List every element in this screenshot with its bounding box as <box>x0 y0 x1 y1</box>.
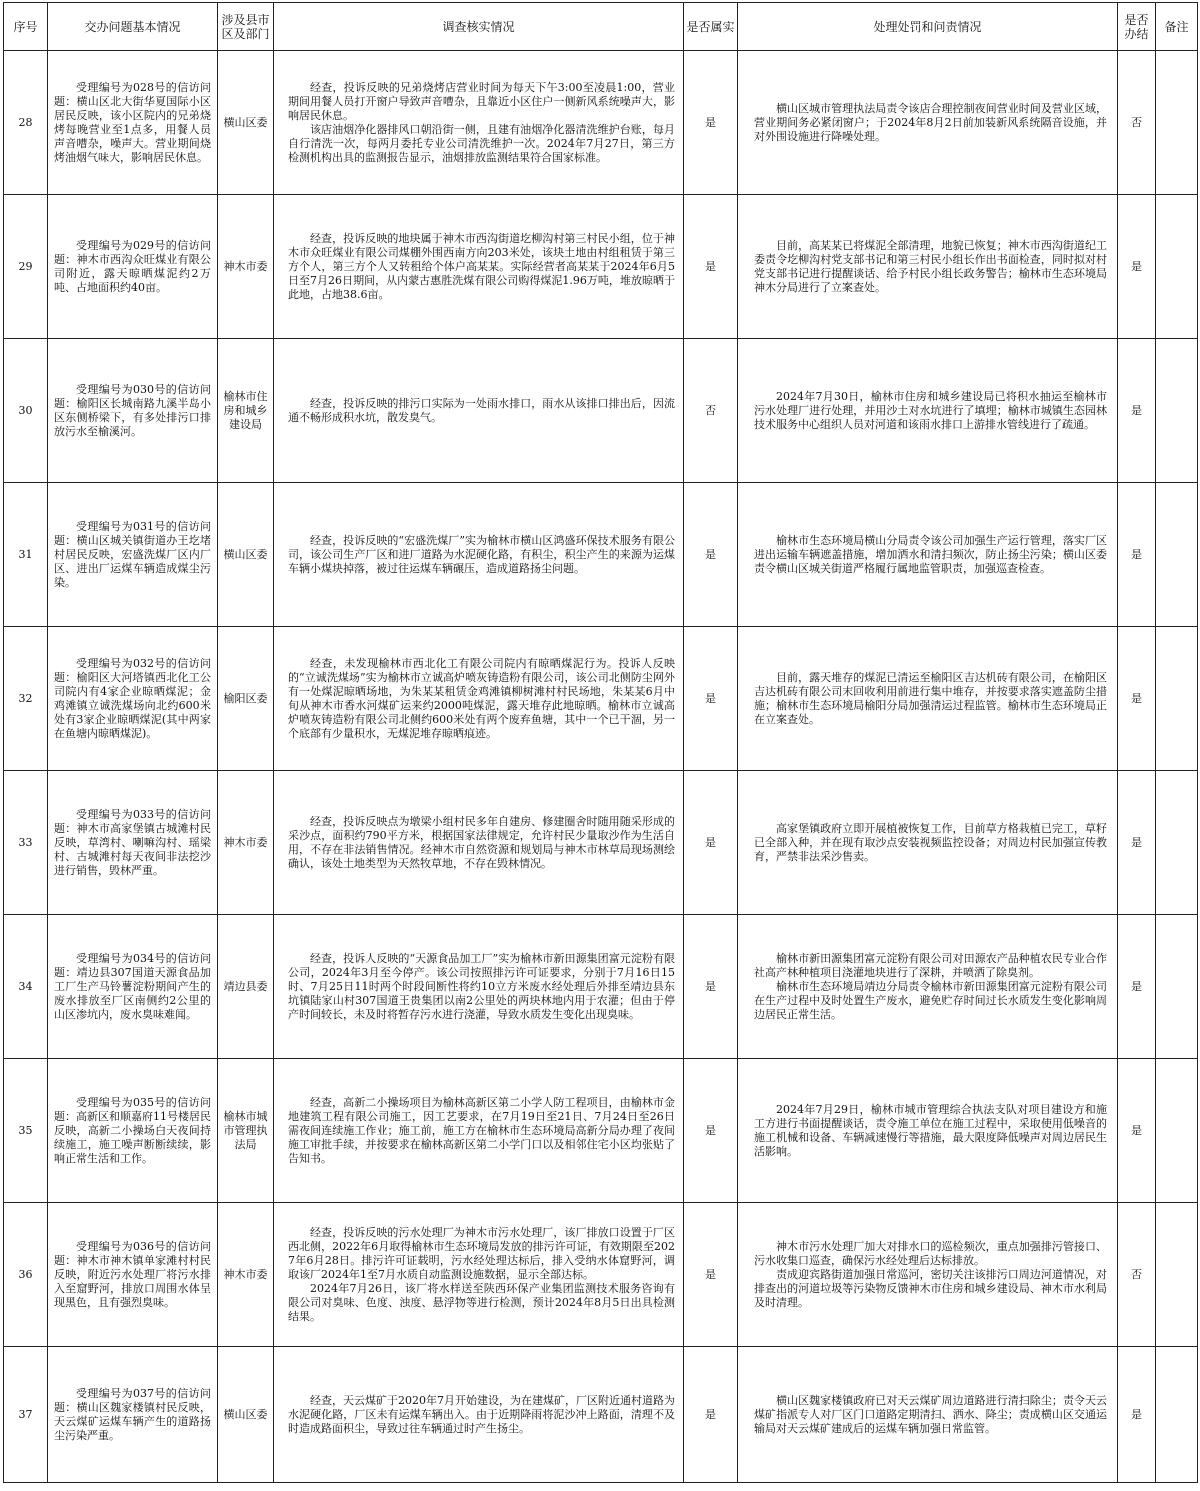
action-cell <box>738 483 1118 627</box>
action-cell-paragraph: 榆林市新田源集团富元淀粉有限公司对田源农产品种植农民专业合作社高产林种植项目浇灌地块进行了深耕，并喷洒了除臭剂。 <box>754 951 1107 979</box>
action-cell <box>738 627 1118 771</box>
closed-cell: 否 <box>1118 1203 1156 1347</box>
dept-cell: 神木市委 <box>218 771 274 915</box>
closed-cell: 是 <box>1118 627 1156 771</box>
issue-cell <box>48 915 218 1059</box>
investigation-cell-paragraph: 经查，投诉反映的地块属于神木市西沟街道圪柳沟村第三村民小组，位于神木市众旺煤业有限公司煤棚外围西南方向203米处，该块土地由村组租赁于第三方个人，第三方个人又转租给个体户高某某。实际经营者高某某于2024年6月5日至7月26日期间，从内蒙古惠胜洗煤有限公司购得煤泥1.96万吨，堆放晾晒于此地，占地38.6亩。 <box>288 231 675 301</box>
issue-text: 受理编号为033号的信访问题：神木市高家堡镇古城滩村民反映，草湾村、喇嘛沟村、瑶梁村、古城滩村每天夜间非法挖沙进行销售，毁林严重。 <box>54 807 211 877</box>
investigation-cell <box>274 51 684 195</box>
action-cell-paragraph: 2024年7月30日，榆林市住房和城乡建设局已将积水抽运至榆林市污水处理厂进行处理，并用沙土对水坑进行了填埋；榆林市城镇生态园林技术服务中心组织人员对河道和该雨水排口上游排水管线进行了疏通。 <box>754 389 1107 431</box>
closed-cell: 是 <box>1118 1347 1156 1483</box>
report-page <box>3 2 1197 1489</box>
remark-cell <box>1156 1059 1198 1203</box>
verified-cell: 是 <box>684 1059 738 1203</box>
table-row <box>4 483 1198 627</box>
verified-cell: 是 <box>684 915 738 1059</box>
action-cell-paragraph: 横山区魏家楼镇政府已对天云煤矿周边道路进行清扫除尘；责令天云煤矿指派专人对厂区门口道路定期清扫、洒水、降尘；责成横山区交通运输局对天云煤矿建成后的运煤车辆加强日常监管。 <box>754 1393 1107 1435</box>
petition-table <box>3 2 1198 1483</box>
issue-cell <box>48 51 218 195</box>
action-cell <box>738 1059 1118 1203</box>
action-cell-paragraph: 高家堡镇政府立即开展植被恢复工作，目前草方格栽植已完工，草籽已全部入种，并在现有取沙点安装视频监控设备；对周边村民加强宣传教育，严禁非法采沙售卖。 <box>754 821 1107 863</box>
issue-text: 受理编号为032号的信访问题：榆阳区大河塔镇西北化工公司院内有4家企业晾晒煤泥；金鸡滩镇立诚洗煤场向北约600米处有3家企业晾晒煤泥(其中两家在鱼塘内晾晒煤泥)。 <box>54 656 211 740</box>
investigation-cell <box>274 1347 684 1483</box>
issue-cell <box>48 771 218 915</box>
remark-cell <box>1156 195 1198 339</box>
investigation-cell-paragraph: 经查，天云煤矿于2020年7月开始建设，为在建煤矿，厂区附近通村道路为水泥硬化路，厂区未有运煤车辆出入。由于近期降雨将泥沙冲上路面，清理不及时造成路面积尘，导致过往车辆通过时产生扬尘。 <box>288 1393 675 1435</box>
row-number: 29 <box>4 195 48 339</box>
dept-cell: 榆林市住房和城乡建设局 <box>218 339 274 483</box>
issue-cell <box>48 483 218 627</box>
table-row <box>4 1203 1198 1347</box>
remark-cell <box>1156 339 1198 483</box>
investigation-cell <box>274 1203 684 1347</box>
action-cell-paragraph: 榆林市生态环境局横山分局责令该公司加强生产运行管理，落实厂区进出运输车辆遮盖措施，增加洒水和清扫频次，防止扬尘污染；横山区委责令横山区城关街道严格履行属地监管职责，加强巡查检查。 <box>754 533 1107 575</box>
investigation-cell-paragraph: 经查，投诉反映的排污口实际为一处雨水排口，雨水从该排口排出后，因流通不畅形成积水坑，散发臭气。 <box>288 396 675 424</box>
row-number: 37 <box>4 1347 48 1483</box>
issue-text: 受理编号为030号的信访问题：榆阳区长城南路九溪半岛小区东侧桥梁下，有多处排污口排放污水至榆溪河。 <box>54 382 211 438</box>
table-row <box>4 195 1198 339</box>
header-row <box>4 3 1198 51</box>
issue-cell <box>48 1059 218 1203</box>
issue-text: 受理编号为031号的信访问题：横山区城关镇街道办王圪堵村居民反映，宏盛洗煤厂区内厂区、进出厂运煤车辆造成煤尘污染。 <box>54 519 211 589</box>
closed-cell: 是 <box>1118 195 1156 339</box>
header-dept: 涉及县市区及部门 <box>218 3 274 51</box>
remark-cell <box>1156 1203 1198 1347</box>
verified-cell: 是 <box>684 1203 738 1347</box>
table-row <box>4 627 1198 771</box>
verified-cell: 是 <box>684 771 738 915</box>
table-row <box>4 1059 1198 1203</box>
header-action: 处理处罚和问责情况 <box>738 3 1118 51</box>
investigation-cell <box>274 1059 684 1203</box>
investigation-cell <box>274 195 684 339</box>
investigation-cell <box>274 483 684 627</box>
row-number: 28 <box>4 51 48 195</box>
dept-cell: 神木市委 <box>218 195 274 339</box>
table-row <box>4 339 1198 483</box>
investigation-cell-paragraph: 经查，未发现榆林市西北化工有限公司院内有晾晒煤泥行为。投诉人反映的“立诚洗煤场”实为榆林市立诚高炉喷灰铸造粉有限公司，该公司北侧防尘网外有一处煤泥晾晒场地，为朱某某租赁金鸡滩镇柳树滩村村民场地，朱某某6月中旬从神木市香水河煤矿运来约2000吨煤泥，露天堆存此地晾晒。榆林市立诚高炉喷灰铸造粉有限公司北侧约600米处有两个废弃鱼塘，其中一个已干涸，另一个底部有少量积水，无煤泥堆存晾晒痕迹。 <box>288 656 675 740</box>
dept-cell: 横山区委 <box>218 483 274 627</box>
verified-cell: 是 <box>684 1347 738 1483</box>
action-cell-paragraph: 榆林市生态环境局靖边分局责令榆林市新田源集团富元淀粉有限公司在生产过程中及时处置生产废水，避免贮存时间过长水质发生变化影响周边居民正常生活。 <box>754 979 1107 1021</box>
investigation-cell <box>274 339 684 483</box>
dept-cell: 神木市委 <box>218 1203 274 1347</box>
issue-text: 受理编号为037号的信访问题：横山区魏家楼镇村民反映，天云煤矿运煤车辆产生的道路扬尘污染严重。 <box>54 1386 211 1442</box>
investigation-cell-paragraph: 经查，投诉人反映的“天源食品加工厂”实为榆林市新田源集团富元淀粉有限公司，2024年3月至今停产。该公司按照排污许可证要求，分别于7月16日15时、7月25日11时两个时段间断性将约10立方米废水经处理后外排至靖边县东坑镇陆家山村307国道王贵集团以南2公里处的两块林地内用于农灌；但由于停产时间较长，未及时将暂存污水进行浇灌，导致水质发生变化出现臭味。 <box>288 951 675 1021</box>
action-cell <box>738 51 1118 195</box>
header-investigation: 调查核实情况 <box>274 3 684 51</box>
table-row <box>4 915 1198 1059</box>
action-cell-paragraph: 目前，高某某已将煤泥全部清理，地貌已恢复；神木市西沟街道纪工委责令圪柳沟村党支部书记和第三村民小组长作出书面检查，同时拟对村党支部书记进行提醒谈话、给予村民小组长政务警告；榆林市生态环境局神木分局进行了立案查处。 <box>754 238 1107 294</box>
issue-text: 受理编号为036号的信访问题：神木市神木镇单家滩村村民反映，附近污水处理厂将污水排入至窟野河，排放口周围水体呈现黑色，且有强烈臭味。 <box>54 1239 211 1309</box>
action-cell-paragraph: 横山区城市管理执法局责令该店合理控制夜间营业时间及营业区域，营业期间务必紧闭窗户；于2024年8月2日前加装新风系统隔音设施，并对外围设施进行降噪处理。 <box>754 101 1107 143</box>
investigation-cell-paragraph: 该店油烟净化器排风口朝沿街一侧，且建有油烟净化器清洗维护台账，每月自行清洗一次，每两月委托专业公司清洗维护一次。2024年7月27日，第三方检测机构出具的监测报告显示，油烟排放监测结果符合国家标准。 <box>288 122 675 164</box>
closed-cell: 是 <box>1118 483 1156 627</box>
issue-text: 受理编号为034号的信访问题：靖边县307国道天源食品加工厂生产马铃薯淀粉期间产生的废水排放至厂区南侧约2公里的山区渗坑内，废水臭味难闻。 <box>54 951 211 1021</box>
header-no: 序号 <box>4 3 48 51</box>
dept-cell: 横山区委 <box>218 51 274 195</box>
issue-cell <box>48 195 218 339</box>
row-number: 36 <box>4 1203 48 1347</box>
action-cell-paragraph: 目前，露天堆存的煤泥已清运至榆阳区吉达机砖有限公司，在榆阳区吉达机砖有限公司末回收利用前进行集中堆存，并按要求落实遮盖防尘措施；榆林市生态环境局榆阳分局加强清运过程监管。榆林市生态环境局正在立案查处。 <box>754 670 1107 726</box>
table-body <box>4 51 1198 1483</box>
dept-cell: 靖边县委 <box>218 915 274 1059</box>
remark-cell <box>1156 627 1198 771</box>
action-cell-paragraph: 责成迎宾路街道加强日常巡河，密切关注该排污口周边河道情况，对排查出的河道垃圾等污染物反馈神木市住房和城乡建设局、神木市水利局及时清理。 <box>754 1267 1107 1309</box>
action-cell-paragraph: 2024年7月29日，榆林市城市管理综合执法支队对项目建设方和施工方进行书面提醒谈话，责令施工单位在施工过程中，采取使用低噪音的施工机械和设备、车辆减速慢行等措施，最大限度降低噪声对周边居民生活影响。 <box>754 1102 1107 1158</box>
issue-text: 受理编号为029号的信访问题：神木市西沟众旺煤业有限公司附近，露天晾晒煤泥约2万吨、占地面积约40亩。 <box>54 238 211 294</box>
remark-cell <box>1156 51 1198 195</box>
verified-cell: 是 <box>684 51 738 195</box>
action-cell <box>738 915 1118 1059</box>
row-number: 31 <box>4 483 48 627</box>
verified-cell: 是 <box>684 195 738 339</box>
issue-cell <box>48 1347 218 1483</box>
action-cell <box>738 771 1118 915</box>
action-cell <box>738 195 1118 339</box>
action-cell <box>738 1203 1118 1347</box>
dept-cell: 横山区委 <box>218 1347 274 1483</box>
action-cell <box>738 339 1118 483</box>
dept-cell: 榆林市城市管理执法局 <box>218 1059 274 1203</box>
action-cell-paragraph: 神木市污水处理厂加大对排水口的巡检频次，重点加强排污管接口、污水收集口巡查，确保污水经处理后达标排放。 <box>754 1239 1107 1267</box>
investigation-cell-paragraph: 2024年7月26日，该厂将水样送至陕西环保产业集团监测技术服务咨询有限公司对臭味、色度、浊度、悬浮物等进行检测，预计2024年8月5日出具检测结果。 <box>288 1281 675 1323</box>
investigation-cell-paragraph: 经查，投诉反映的兄弟烧烤店营业时间为每天下午3:00至凌晨1:00，营业期间用餐人员打开窗户导致声音嘈杂，且靠近小区住户一侧新风系统噪声大，影响居民休息。 <box>288 80 675 122</box>
issue-text: 受理编号为028号的信访问题：横山区北大街华夏国际小区居民反映，该小区院内的兄弟烧烤每晚营业至1点多，用餐人员声音嘈杂，噪声大。营业期间烧烤油烟气味大，影响居民休息。 <box>54 80 211 164</box>
investigation-cell-paragraph: 经查，投诉反映的“宏盛洗煤厂”实为榆林市横山区鸿盛环保技术服务有限公司，该公司生产厂区和进厂道路为水泥硬化路，有积尘，积尘产生的来源为运煤车辆小煤块掉落，被过往运煤车辆碾压，造成道路扬尘问题。 <box>288 533 675 575</box>
remark-cell <box>1156 771 1198 915</box>
investigation-cell <box>274 915 684 1059</box>
verified-cell: 是 <box>684 627 738 771</box>
issue-cell <box>48 339 218 483</box>
table-row <box>4 771 1198 915</box>
issue-cell <box>48 627 218 771</box>
row-number: 33 <box>4 771 48 915</box>
remark-cell <box>1156 1347 1198 1483</box>
header-remark: 备注 <box>1156 3 1198 51</box>
closed-cell: 是 <box>1118 339 1156 483</box>
issue-text: 受理编号为035号的信访问题：高新区和顺嘉府11号楼居民反映，高新二小操场白天夜间持续施工，施工噪声断断续续，影响正常生活和工作。 <box>54 1095 211 1165</box>
row-number: 32 <box>4 627 48 771</box>
investigation-cell-paragraph: 经查，投诉反映的污水处理厂为神木市污水处理厂，该厂排放口设置于厂区西北侧，2022年6月取得榆林市生态环境局发放的排污许可证，有效期限至2027年6月28日。排污许可证载明，污水经处理达标后，排入受纳水体窟野河，调取该厂2024年1至7月水质自动监测设施数据，显示全部达标。 <box>288 1225 675 1281</box>
row-number: 34 <box>4 915 48 1059</box>
header-closed: 是否办结 <box>1118 3 1156 51</box>
investigation-cell <box>274 771 684 915</box>
investigation-cell-paragraph: 经查，投诉反映点为墩梁小组村民多年自建房、修建圈舍时随用随采形成的采沙点，面积约790平方米，根据国家法律规定，允许村民少量取沙作为生活自用，不存在非法销售情况。经神木市自然资源和规划局与神木市林草局现场测绘确认，该处土地类型为天然牧草地，不存在毁林情况。 <box>288 814 675 870</box>
closed-cell: 是 <box>1118 915 1156 1059</box>
remark-cell <box>1156 483 1198 627</box>
row-number: 30 <box>4 339 48 483</box>
action-cell <box>738 1347 1118 1483</box>
row-number: 35 <box>4 1059 48 1203</box>
closed-cell: 否 <box>1118 51 1156 195</box>
closed-cell: 是 <box>1118 771 1156 915</box>
closed-cell: 是 <box>1118 1059 1156 1203</box>
issue-cell <box>48 1203 218 1347</box>
dept-cell: 榆阳区委 <box>218 627 274 771</box>
header-verified: 是否属实 <box>684 3 738 51</box>
table-row <box>4 1347 1198 1483</box>
verified-cell: 否 <box>684 339 738 483</box>
investigation-cell-paragraph: 经查，高新二小操场项目为榆林高新区第二小学人防工程项目，由榆林市金地建筑工程有限公司施工，因工艺要求，在7月19日至21日、7月24日至26日需夜间连续施工作业；施工前，施工方在榆林市生态环境局高新分局办理了夜间施工审批手续，并按要求在榆林高新区第二小学门口以及相邻住宅小区均张贴了告知书。 <box>288 1095 675 1165</box>
remark-cell <box>1156 915 1198 1059</box>
table-row <box>4 51 1198 195</box>
header-issue: 交办问题基本情况 <box>48 3 218 51</box>
investigation-cell <box>274 627 684 771</box>
verified-cell: 是 <box>684 483 738 627</box>
